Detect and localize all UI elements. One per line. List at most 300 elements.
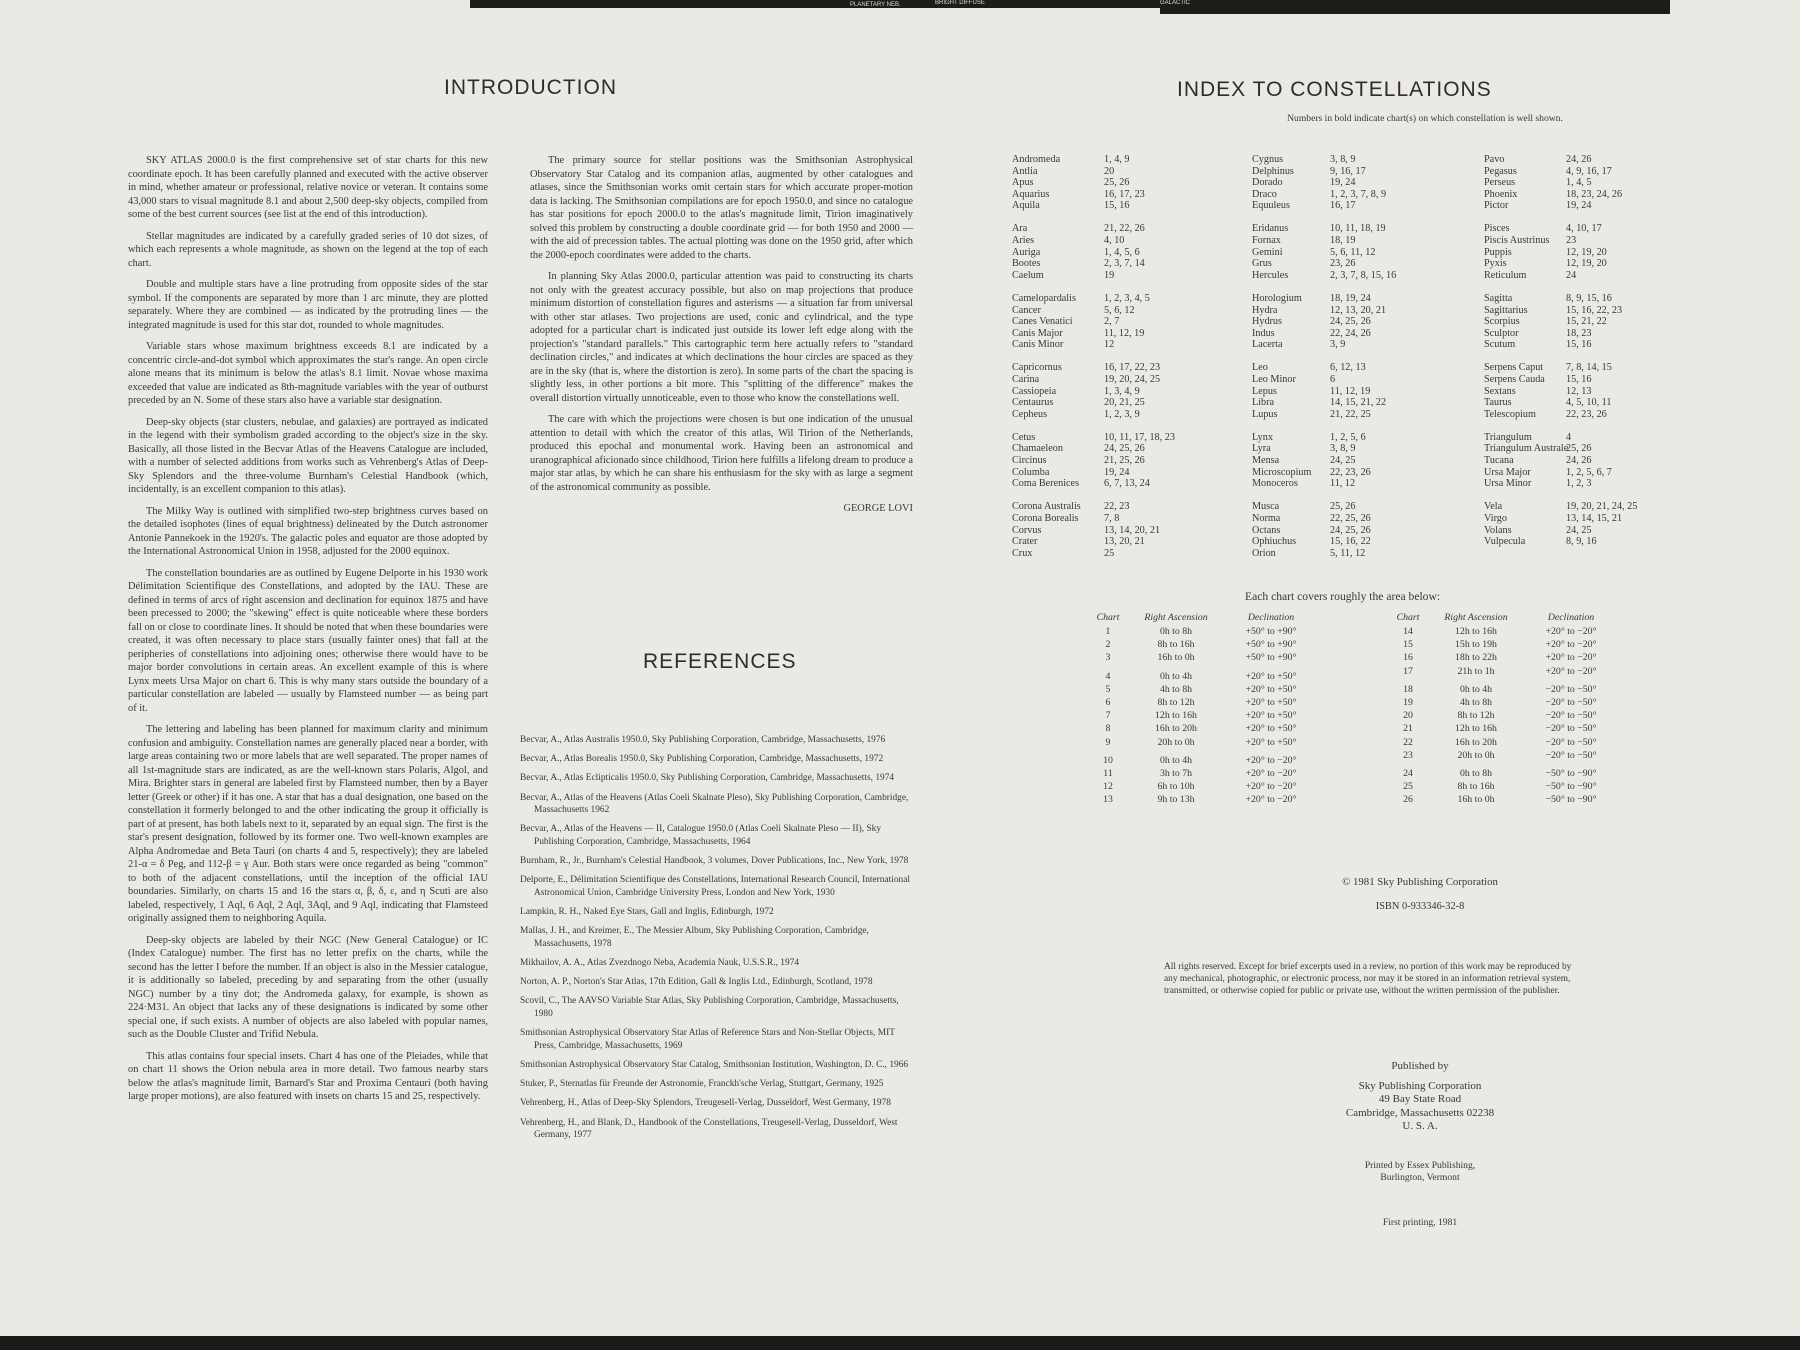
constellation-name: Sagittarius xyxy=(1484,304,1528,316)
chart-declination: +20° to +50° xyxy=(1245,710,1297,722)
intro-paragraph: Double and multiple stars have a line protruding from opposite sides of the star symbol. If the components are separated by more than 1 arc minute, they are plotted separately. Where they are combined — as indicated by the protruding lines — the integrated magnitude is used for this star dot, rounded to whole magnitudes. xyxy=(128,279,488,331)
constellation-name: Serpens Cauda xyxy=(1484,374,1545,385)
constellation-row xyxy=(1012,177,1175,189)
constellation-group xyxy=(1484,362,1637,420)
constellation-name: Caelum xyxy=(1012,269,1044,281)
constellation-name: Ara xyxy=(1012,223,1028,235)
constellation-name: Reticulum xyxy=(1484,269,1527,281)
constellation-charts: 1, 2, 3, 7, 8, 9 xyxy=(1330,188,1387,200)
reference-item: Delporte, E., Délimitation Scientifique des Constellations, International Research Council, International Astronomical Union, Cambridge University Press, London and New York, 1930 xyxy=(520,875,911,898)
chart-number: 14 xyxy=(1403,626,1413,637)
chart-number: 6 xyxy=(1105,697,1111,709)
chart-declination: +20° to −20° xyxy=(1545,626,1597,637)
constellation-charts: 24, 25, 26 xyxy=(1104,443,1145,455)
constellation-charts: 23 xyxy=(1566,235,1577,247)
chart-number: 16 xyxy=(1403,652,1413,664)
constellation-name: Fornax xyxy=(1252,235,1281,247)
constellation-name: Delphinus xyxy=(1252,165,1294,177)
chart-declination: +50° to +90° xyxy=(1245,626,1297,637)
chart-number: 5 xyxy=(1105,683,1111,695)
constellation-charts: 6 xyxy=(1330,374,1336,385)
constellation-row xyxy=(1012,455,1175,467)
constellation-name: Cancer xyxy=(1012,304,1041,316)
constellation-row xyxy=(1012,397,1175,409)
chart-right-ascension: 12h to 16h xyxy=(1155,710,1197,722)
constellation-charts: 18, 19 xyxy=(1330,235,1356,247)
constellation-row xyxy=(1012,339,1175,351)
constellation-group xyxy=(1012,293,1175,351)
constellation-group xyxy=(1012,432,1175,490)
chart-right-ascension: 3h to 7h xyxy=(1159,768,1193,780)
chart-number: 1 xyxy=(1105,626,1111,637)
constellation-row xyxy=(1484,339,1637,351)
constellation-group xyxy=(1252,154,1396,212)
constellation-row xyxy=(1252,443,1396,455)
chart-declination: +20° to −20° xyxy=(1245,781,1297,793)
constellation-name: Aquila xyxy=(1012,200,1040,212)
constellation-row xyxy=(1252,386,1396,398)
constellation-charts: 14, 15, 21, 22 xyxy=(1330,397,1387,409)
constellation-name: Lepus xyxy=(1252,385,1277,397)
chart-row xyxy=(1390,709,1616,722)
chart-declination: +20° to +50° xyxy=(1245,683,1297,695)
reference-item: Lampkin, R. H., Naked Eye Stars, Gall and Inglis, Edinburgh, 1972 xyxy=(520,907,774,918)
constellation-charts: 13, 14, 20, 21 xyxy=(1104,524,1161,536)
constellation-row xyxy=(1012,270,1175,282)
chart-right-ascension: 8h to 12h xyxy=(1157,697,1195,709)
constellation-row xyxy=(1484,316,1637,328)
chart-declination: +20° to +50° xyxy=(1245,670,1297,682)
constellation-charts: 24, 25 xyxy=(1330,455,1356,467)
chart-number: 15 xyxy=(1403,639,1413,651)
chart-right-ascension: 16h to 20h xyxy=(1155,723,1197,735)
reference-item: Smithsonian Astrophysical Observatory Star Catalog, Smithsonian Institution, Washington, D. C., 1966 xyxy=(520,1060,909,1070)
chart-declination: +20° to −20° xyxy=(1545,652,1597,664)
constellation-charts: 16, 17, 22, 23 xyxy=(1104,362,1161,374)
intro-paragraph: Variable stars whose maximum brightness exceeds 8.1 are indicated by a concentric circle-and-dot symbol which approximates the star's range. An open circle alone means that its minimum is below the atlas's 8.1 limit. Novae whose maxima exceeded that value are indicated as 8th-magnitude variables with the year of outburst preceded by an N. Some of these stars also have a variable star designation. xyxy=(128,341,488,406)
constellation-group xyxy=(1012,223,1175,281)
constellation-group xyxy=(1252,362,1396,420)
chart-right-ascension: 20h to 0h xyxy=(1157,736,1195,748)
constellation-name: Eridanus xyxy=(1252,223,1289,235)
constellation-charts: 11, 12 xyxy=(1330,478,1356,490)
constellation-charts: 22, 23, 26 xyxy=(1330,466,1371,478)
intro-paragraph: The care with which the projections were chosen is but one indication of the unusual attention to detail with which the creator of this atlas, Wil Tirion of the Netherlands, produced this epochal and monumental work. Having been an astronomical and uranographical aficionado since childhood, Tirion here fulfills a lifelong dream to produce a major star atlas, by which he can share his enthusiasm for the sky with as large a segment of the astronomical community as possible. xyxy=(530,414,913,493)
constellation-row xyxy=(1012,362,1175,374)
index-column-3 xyxy=(1484,154,1637,559)
chart-row xyxy=(1090,767,1316,780)
reference-item: Smithsonian Astrophysical Observatory Star Atlas of Reference Stars and Non-Stellar Objects, MIT Press, Cambridge, Massachusetts, 1969 xyxy=(520,1028,895,1051)
constellation-charts: 3, 9 xyxy=(1330,339,1346,351)
constellation-name: Canis Major xyxy=(1012,327,1063,339)
constellation-row xyxy=(1252,328,1396,340)
constellation-name: Tucana xyxy=(1484,455,1514,467)
constellation-charts: 1, 2, 3, 9 xyxy=(1104,408,1140,420)
constellation-name: Taurus xyxy=(1484,397,1512,409)
chart-row xyxy=(1090,722,1316,735)
constellation-charts: 20, 21, 25 xyxy=(1104,397,1145,409)
constellation-name: Corona Borealis xyxy=(1012,512,1079,524)
constellation-name: Chamaeleon xyxy=(1012,443,1063,455)
chart-row xyxy=(1390,625,1616,638)
chart-table-heading: Declination xyxy=(1547,612,1595,623)
chart-table-heading: Declination xyxy=(1247,612,1295,623)
constellation-group xyxy=(1252,432,1396,490)
reference-item: Vehrenberg, H., Atlas of Deep-Sky Splendors, Treugesell-Verlag, Dusseldorf, West Germany, 1978 xyxy=(520,1098,891,1109)
chart-row xyxy=(1390,722,1616,735)
top-legend-strip xyxy=(0,0,1800,16)
constellation-name: Mensa xyxy=(1252,455,1280,467)
constellation-name: Corona Australis xyxy=(1012,501,1081,513)
constellation-name: Capricornus xyxy=(1012,362,1062,374)
constellation-name: Volans xyxy=(1484,524,1512,536)
constellation-row xyxy=(1012,548,1175,560)
chart-right-ascension: 18h to 22h xyxy=(1455,652,1497,664)
constellation-charts: 23, 26 xyxy=(1330,258,1356,270)
chart-number: 8 xyxy=(1105,723,1111,735)
constellation-row xyxy=(1252,432,1396,444)
chart-right-ascension: 6h to 10h xyxy=(1157,781,1195,793)
chart-declination: −20° to −50° xyxy=(1545,710,1597,722)
publisher-line: Cambridge, Massachusetts 02238 xyxy=(1345,1106,1495,1119)
chart-table-heading: Right Ascension xyxy=(1144,612,1208,623)
constellation-group xyxy=(1012,154,1175,212)
chart-coverage-table-right xyxy=(1390,612,1616,807)
chart-right-ascension: 4h to 8h xyxy=(1159,683,1193,695)
constellation-row xyxy=(1252,548,1396,560)
chart-row xyxy=(1090,736,1316,749)
constellation-row xyxy=(1012,154,1175,166)
constellation-name: Ursa Minor xyxy=(1484,478,1532,490)
constellation-name: Sextans xyxy=(1484,385,1516,397)
chart-right-ascension: 8h to 16h xyxy=(1457,781,1495,793)
constellation-row xyxy=(1252,501,1396,513)
constellation-row xyxy=(1484,258,1637,270)
reference-item: Becvar, A., Atlas Borealis 1950.0, Sky Publishing Corporation, Cambridge, Massachusetts, 1972 xyxy=(520,754,884,765)
constellation-name: Perseus xyxy=(1484,177,1516,189)
chart-declination: +50° to +90° xyxy=(1245,652,1297,664)
constellation-name: Orion xyxy=(1252,547,1276,559)
constellation-row xyxy=(1012,443,1175,455)
constellation-row xyxy=(1252,513,1396,525)
chart-row xyxy=(1390,793,1616,806)
chart-row xyxy=(1390,696,1616,709)
reference-item: Becvar, A., Atlas Eclipticalis 1950.0, Sky Publishing Corporation, Cambridge, Massachusetts, 1974 xyxy=(520,773,895,784)
constellation-row xyxy=(1012,467,1175,479)
constellation-name: Crux xyxy=(1012,547,1033,559)
constellation-charts: 4, 5, 10, 11 xyxy=(1566,397,1612,409)
chart-number: 7 xyxy=(1105,710,1111,722)
constellation-name: Hydra xyxy=(1252,304,1278,316)
constellation-group xyxy=(1252,293,1396,351)
chart-number: 17 xyxy=(1403,665,1413,677)
chart-number: 21 xyxy=(1403,723,1413,735)
constellation-row xyxy=(1252,478,1396,490)
constellation-row xyxy=(1012,166,1175,178)
references-title: REFERENCES xyxy=(643,650,797,673)
constellation-row xyxy=(1252,223,1396,235)
chart-right-ascension: 16h to 0h xyxy=(1157,652,1195,664)
chart-number: 23 xyxy=(1403,749,1413,761)
constellation-charts: 11, 12, 19 xyxy=(1330,385,1371,397)
constellation-name: Monoceros xyxy=(1252,478,1298,490)
index-note: Numbers in bold indicate chart(s) on which constellation is well shown. xyxy=(1287,113,1563,124)
chart-declination: +20° to −20° xyxy=(1545,665,1597,677)
constellation-name: Leo Minor xyxy=(1252,374,1296,385)
constellation-charts: 1, 3, 4, 9 xyxy=(1104,385,1140,397)
constellation-charts: 20 xyxy=(1104,165,1115,177)
constellation-charts: 2, 3, 7, 8, 15, 16 xyxy=(1330,269,1397,281)
constellation-group xyxy=(1484,432,1637,490)
constellation-name: Camelopardalis xyxy=(1012,292,1076,304)
index-column-2 xyxy=(1252,154,1396,571)
constellation-name: Microscopium xyxy=(1252,466,1312,478)
strip-label: GALACTIC xyxy=(1160,0,1191,6)
chart-declination: +20° to −20° xyxy=(1245,754,1297,766)
chart-declination: −20° to −50° xyxy=(1545,723,1597,735)
intro-paragraph: The lettering and labeling has been planned for maximum clarity and minimum confusion and ambiguity. Constellation names are generally placed near a border, with large areas containing two or more labels that are well separated. The proper names of all 1st-magnitude stars are indicated, as are the well-known stars Polaris, Algol, and Mira. Brighter stars in general are labeled first by Flamsteed number, then by a Bayer letter (Greek or other) if it has one. A star that has a dual designation, one based on the constellation it formerly belonged to and the other indicating the group it officially is part of at present, has both labels next to it, separated by an equal sign. The first is the star's present designation, followed by its former one. Two well-known examples are Alpha Andromedae and Beta Tauri (on charts 4 and 5, respectively); they are labeled 21-α = δ Peg, and 112-β = γ Aur. Both stars were once regarded as being "common" to both of the adjacent constellations, until the inception of the official IAU boundaries. Similarly, on charts 15 and 16 the stars α, β, δ, ε, and η Scuti are also labeled, respectively, 1 Aql, 6 Aql, 2 Aql, 3Aql, and 9 Aql, indicating that Flamsteed originally assigned them to neighboring Aquila. xyxy=(128,724,488,924)
constellation-row xyxy=(1252,374,1396,386)
chart-declination: −50° to −90° xyxy=(1545,781,1597,793)
constellation-name: Pavo xyxy=(1484,154,1505,165)
constellation-charts: 15, 21, 22 xyxy=(1566,316,1607,328)
publisher-block xyxy=(1220,1060,1620,1134)
constellation-row xyxy=(1484,247,1637,259)
constellation-charts: 8, 9, 15, 16 xyxy=(1566,292,1612,304)
constellation-name: Octans xyxy=(1252,524,1281,536)
constellation-name: Lupus xyxy=(1252,408,1278,420)
constellation-name: Carina xyxy=(1012,374,1040,385)
constellation-charts: 24, 26 xyxy=(1566,455,1592,467)
constellation-row xyxy=(1012,235,1175,247)
publisher-line: Sky Publishing Corporation xyxy=(1358,1079,1482,1092)
chart-right-ascension: 0h to 8h xyxy=(1459,768,1493,780)
constellation-name: Auriga xyxy=(1012,246,1041,258)
chart-number: 20 xyxy=(1403,710,1413,722)
constellation-row xyxy=(1012,200,1175,212)
constellation-row xyxy=(1012,305,1175,317)
chart-right-ascension: 21h to 1h xyxy=(1457,665,1495,677)
constellation-row xyxy=(1012,409,1175,421)
constellation-row xyxy=(1484,455,1637,467)
constellation-charts: 15, 16 xyxy=(1566,374,1592,385)
chart-declination: +50° to +90° xyxy=(1245,639,1297,651)
constellation-charts: 13, 14, 15, 21 xyxy=(1566,512,1623,524)
constellation-charts: 12 xyxy=(1104,339,1115,351)
constellation-charts: 25 xyxy=(1104,547,1115,559)
chart-row xyxy=(1090,780,1316,793)
constellation-charts: 1, 2, 5, 6, 7 xyxy=(1566,466,1612,478)
constellation-name: Apus xyxy=(1012,177,1034,189)
constellation-row xyxy=(1252,536,1396,548)
intro-paragraph: Stellar magnitudes are indicated by a carefully graded series of 10 dot sizes, of which each represents a whole magnitude, as shown on the legend at the top of each chart. xyxy=(128,230,488,269)
constellation-charts: 6, 7, 13, 24 xyxy=(1104,478,1150,490)
constellation-charts: 16, 17, 23 xyxy=(1104,188,1145,200)
constellation-name: Pisces xyxy=(1484,223,1510,235)
chart-right-ascension: 9h to 13h xyxy=(1157,794,1195,806)
constellation-row xyxy=(1012,247,1175,259)
reference-item: Scovil, C., The AAVSO Variable Star Atlas, Sky Publishing Corporation, Cambridge, Massachusetts, 1980 xyxy=(520,996,899,1020)
constellation-row xyxy=(1012,328,1175,340)
constellation-name: Hydrus xyxy=(1252,316,1282,328)
chart-row xyxy=(1390,651,1616,664)
constellation-charts: 21, 22, 25 xyxy=(1330,408,1371,420)
first-printing: First printing, 1981 xyxy=(1382,1217,1458,1228)
constellation-row xyxy=(1484,374,1637,386)
constellation-name: Equuleus xyxy=(1252,200,1290,212)
constellation-row xyxy=(1012,386,1175,398)
constellation-charts: 22, 25, 26 xyxy=(1330,512,1371,524)
constellation-row xyxy=(1484,467,1637,479)
constellation-group xyxy=(1252,501,1396,559)
chart-table-heading: Chart xyxy=(1396,612,1420,623)
chart-right-ascension: 0h to 4h xyxy=(1159,670,1193,682)
constellation-charts: 22, 24, 26 xyxy=(1330,327,1371,339)
constellation-charts: 3, 8, 9 xyxy=(1330,154,1356,165)
constellation-name: Draco xyxy=(1252,188,1277,200)
constellation-row xyxy=(1012,501,1175,513)
constellation-charts: 13, 20, 21 xyxy=(1104,536,1145,548)
chart-number: 26 xyxy=(1403,794,1413,806)
bottom-edge xyxy=(0,1336,1800,1350)
chart-number: 2 xyxy=(1105,639,1111,651)
constellation-row xyxy=(1484,166,1637,178)
constellation-charts: 16, 17 xyxy=(1330,200,1356,212)
constellation-row xyxy=(1484,432,1637,444)
constellation-group xyxy=(1012,501,1175,559)
isbn: ISBN 0-933346-32-8 xyxy=(1375,901,1465,912)
intro-title: INTRODUCTION xyxy=(444,76,617,99)
constellation-charts: 25, 26 xyxy=(1104,177,1130,189)
constellation-charts: 11, 12, 19 xyxy=(1104,327,1145,339)
chart-number: 4 xyxy=(1105,670,1111,682)
rights-notice: All rights reserved. Except for brief excerpts used in a review, no portion of this work may be reproduced by any mechanical, photographic, or electronic process, nor may it be stored in an information retrieval system, transmitted, or otherwise copied for public or private use, without the written permission of the publisher. xyxy=(1164,962,1572,996)
constellation-name: Aries xyxy=(1012,235,1035,247)
chart-right-ascension: 0h to 4h xyxy=(1159,754,1193,766)
chart-row xyxy=(1390,638,1616,651)
constellation-charts: 19, 24 xyxy=(1330,177,1356,189)
constellation-row xyxy=(1484,409,1637,421)
constellation-charts: 12, 13, 20, 21 xyxy=(1330,304,1387,316)
chart-right-ascension: 0h to 8h xyxy=(1159,626,1193,637)
constellation-row xyxy=(1484,293,1637,305)
constellation-charts: 4 xyxy=(1566,431,1572,443)
constellation-row xyxy=(1252,270,1396,282)
chart-row xyxy=(1390,736,1616,749)
chart-row xyxy=(1390,665,1616,678)
constellation-charts: 2, 3, 7, 14 xyxy=(1104,258,1145,270)
reference-item: Stuker, P., Sternatlas für Freunde der Astronomie, Franckh'sche Verlag, Stuttgart, Germany, 1925 xyxy=(520,1079,884,1090)
constellation-row xyxy=(1012,525,1175,537)
chart-table-heading: Chart xyxy=(1096,612,1120,623)
constellation-row xyxy=(1484,513,1637,525)
constellation-row xyxy=(1484,305,1637,317)
constellation-row xyxy=(1252,316,1396,328)
constellation-row xyxy=(1252,200,1396,212)
published-by-label: Published by xyxy=(1391,1060,1449,1072)
constellation-name: Ursa Major xyxy=(1484,466,1531,478)
constellation-name: Phoenix xyxy=(1484,188,1518,200)
chart-row xyxy=(1090,651,1316,664)
constellation-charts: 5, 11, 12 xyxy=(1330,547,1366,559)
constellation-charts: 4, 10, 17 xyxy=(1566,223,1602,235)
chart-declination: +20° to −20° xyxy=(1245,768,1297,780)
constellation-row xyxy=(1484,154,1637,166)
chart-row xyxy=(1090,696,1316,709)
constellation-charts: 22, 23, 26 xyxy=(1566,408,1607,420)
constellation-name: Vulpecula xyxy=(1484,536,1526,548)
constellation-charts: 18, 23 xyxy=(1566,327,1592,339)
index-column-1 xyxy=(1012,154,1175,571)
chart-table-heading: Right Ascension xyxy=(1444,612,1508,623)
chart-right-ascension: 0h to 4h xyxy=(1459,683,1493,695)
constellation-name: Dorado xyxy=(1252,177,1283,189)
constellation-name: Musca xyxy=(1252,501,1280,513)
constellation-charts: 6, 12, 13 xyxy=(1330,362,1366,374)
chart-row xyxy=(1390,780,1616,793)
constellation-name: Triangulum xyxy=(1484,431,1532,443)
constellation-name: Grus xyxy=(1252,258,1272,270)
references-list xyxy=(520,734,910,1148)
constellation-charts: 12, 13 xyxy=(1566,385,1592,397)
reference-item: Mikhailov, A. A., Atlas Zvezdnogo Neba, Academia Nauk, U.S.S.R., 1974 xyxy=(520,958,800,969)
reference-item: Becvar, A., Atlas of the Heavens (Atlas Coeli Skalnate Pleso), Sky Publishing Corporation, Cambridge, Massachusetts 1962 xyxy=(520,792,909,816)
constellation-row xyxy=(1484,536,1637,548)
constellation-charts: 12, 19, 20 xyxy=(1566,258,1607,270)
constellation-group xyxy=(1484,223,1637,281)
constellation-charts: 19 xyxy=(1104,269,1115,281)
constellation-row xyxy=(1252,235,1396,247)
constellation-name: Libra xyxy=(1252,397,1275,409)
constellation-charts: 3, 8, 9 xyxy=(1330,443,1356,455)
constellation-charts: 15, 16, 22 xyxy=(1330,536,1371,548)
intro-left-column xyxy=(128,154,488,1112)
chart-right-ascension: 16h to 0h xyxy=(1457,794,1495,806)
reference-item: Becvar, A., Atlas Australis 1950.0, Sky Publishing Corporation, Cambridge, Massachusetts, 1976 xyxy=(520,735,886,745)
constellation-charts: 18, 19, 24 xyxy=(1330,292,1371,304)
constellation-row xyxy=(1012,223,1175,235)
publisher-line: U. S. A. xyxy=(1402,1120,1438,1132)
constellation-charts: 19, 24 xyxy=(1104,466,1130,478)
chart-right-ascension: 8h to 16h xyxy=(1157,639,1195,651)
chart-row xyxy=(1390,678,1616,696)
chart-right-ascension: 16h to 20h xyxy=(1455,736,1497,748)
constellation-charts: 1, 2, 3 xyxy=(1566,478,1592,490)
chart-row xyxy=(1090,638,1316,651)
chart-row xyxy=(1090,793,1316,806)
constellation-row xyxy=(1484,501,1637,513)
constellation-name: Sculptor xyxy=(1484,327,1519,339)
reference-item: Vehrenberg, H., and Blank, D., Handbook of the Constellations, Treugesell-Verlag, Dusseldorf, West Germany, 1977 xyxy=(520,1117,898,1141)
constellation-name: Antlia xyxy=(1012,165,1038,177)
constellation-name: Scutum xyxy=(1484,339,1516,351)
constellation-name: Canis Minor xyxy=(1012,339,1064,351)
strip-label: PLANETARY NEB. xyxy=(850,2,901,8)
constellation-charts: 2, 7 xyxy=(1104,316,1120,328)
constellation-name: Lacerta xyxy=(1252,339,1283,351)
chart-declination: +20° to −20° xyxy=(1245,794,1297,806)
constellation-charts: 24, 25, 26 xyxy=(1330,316,1371,328)
constellation-row xyxy=(1012,293,1175,305)
constellation-name: Cetus xyxy=(1012,431,1036,443)
constellation-charts: 5, 6, 12 xyxy=(1104,304,1135,316)
constellation-row xyxy=(1252,525,1396,537)
chart-number: 24 xyxy=(1403,768,1413,780)
strip-label: BRIGHT DIFFUSE xyxy=(935,0,985,6)
constellation-row xyxy=(1252,409,1396,421)
constellation-charts: 10, 11, 17, 18, 23 xyxy=(1104,431,1175,443)
constellation-name: Scorpius xyxy=(1484,316,1520,328)
